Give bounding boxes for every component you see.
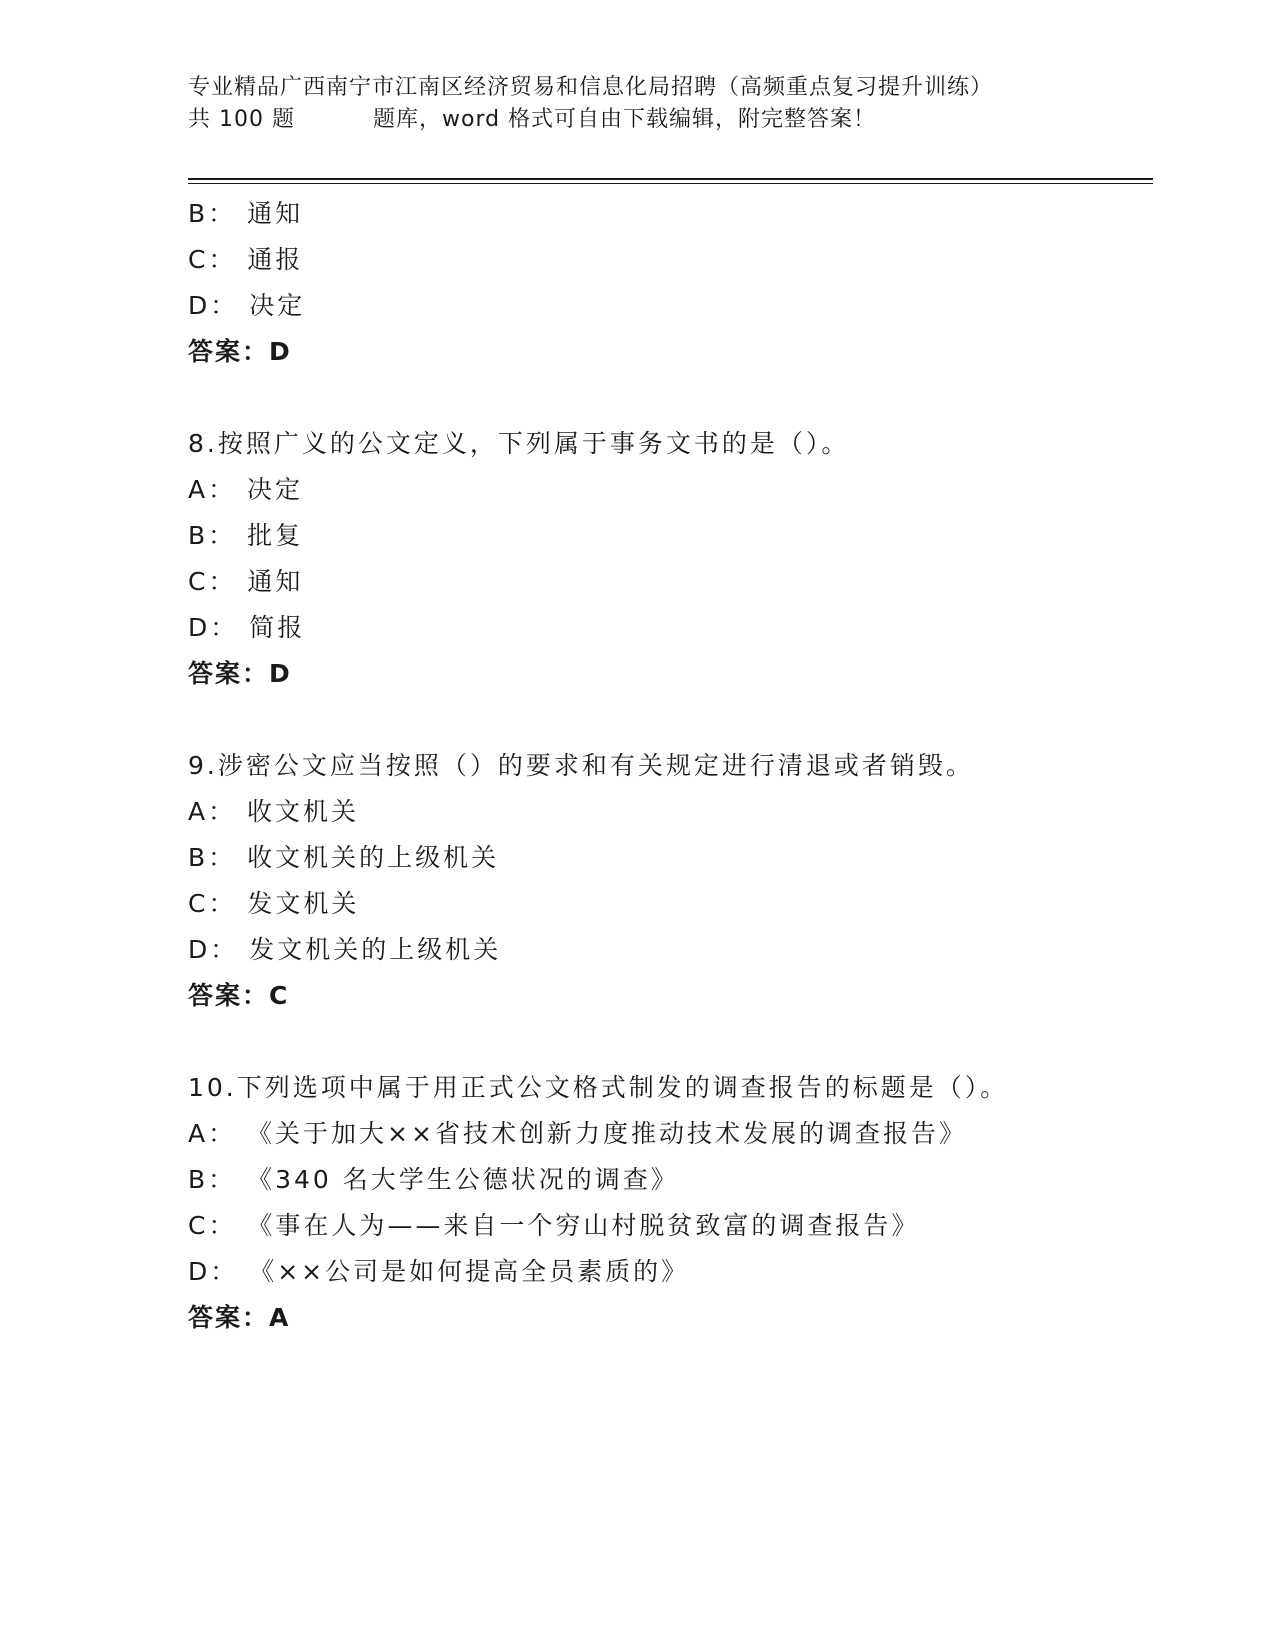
header-question-count: 共 100 题 [188, 107, 295, 132]
option-c: C： 通报 [188, 245, 304, 274]
header-divider-thin [188, 183, 1153, 184]
option-d: D： 决定 [188, 291, 306, 320]
answer: 答案：D [188, 337, 292, 366]
header-divider [188, 178, 1153, 180]
option-a: A： 《关于加大××省技术创新力度推动技术发展的调查报告》 [188, 1119, 967, 1148]
header-subtitle [188, 104, 1148, 136]
option-c: C： 通知 [188, 567, 304, 596]
header-description: 题库，word 格式可自由下载编辑，附完整答案！ [372, 107, 877, 132]
option-d: D： 《××公司是如何提高全员素质的》 [188, 1257, 690, 1286]
option-b: B： 通知 [188, 199, 304, 228]
header-title: 专业精品广西南宁市江南区经济贸易和信息化局招聘（高频重点复习提升训练） [188, 75, 994, 100]
question-text: 10.下列选项中属于用正式公文格式制发的调查报告的标题是（）。 [188, 1073, 1009, 1102]
option-d: D： 简报 [188, 613, 306, 642]
question-7-continued [188, 191, 1148, 375]
question-10 [188, 1065, 1148, 1341]
option-c: C： 《事在人为——来自一个穷山村脱贫致富的调查报告》 [188, 1211, 920, 1240]
option-d: D： 发文机关的上级机关 [188, 935, 502, 964]
option-a: A： 收文机关 [188, 797, 360, 826]
question-8 [188, 421, 1148, 697]
document-header [188, 72, 1148, 136]
option-a: A： 决定 [188, 475, 304, 504]
option-b: B： 收文机关的上级机关 [188, 843, 500, 872]
answer: 答案：D [188, 659, 292, 688]
question-text: 8.按照广义的公文定义，下列属于事务文书的是（）。 [188, 429, 850, 458]
answer: 答案：A [188, 1303, 291, 1332]
document-body [188, 191, 1148, 1341]
answer: 答案：C [188, 981, 290, 1010]
option-b: B： 批复 [188, 521, 304, 550]
option-c: C： 发文机关 [188, 889, 360, 918]
option-b: B： 《340 名大学生公德状况的调查》 [188, 1165, 679, 1194]
question-text: 9.涉密公文应当按照（）的要求和有关规定进行清退或者销毁。 [188, 751, 974, 780]
question-9 [188, 743, 1148, 1019]
